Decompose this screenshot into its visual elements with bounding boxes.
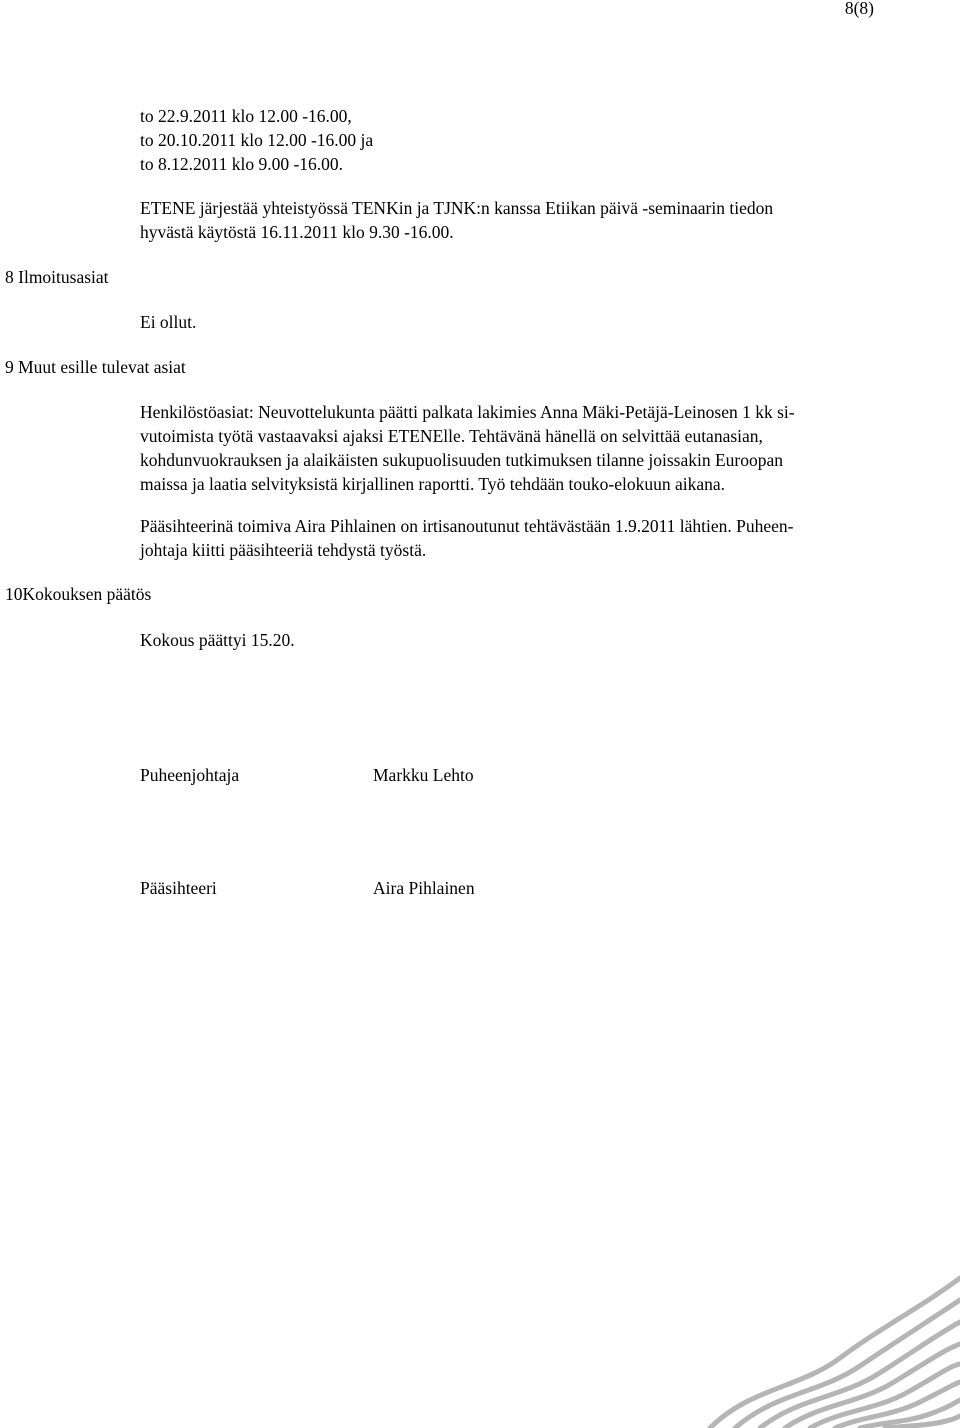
- paragraph-line: hyvästä käytöstä 16.11.2011 klo 9.30 -16.00.: [140, 222, 454, 242]
- paragraph-line: maissa ja laatia selvityksistä kirjallinen raportti. Työ tehdään touko-elokuun aikana.: [140, 474, 726, 494]
- section-8-text: Ei ollut.: [140, 312, 197, 332]
- personnel-paragraph: [140, 400, 940, 496]
- paragraph-line: johtaja kiitti pääsihteeriä tehdystä työstä.: [140, 540, 427, 560]
- section-8-heading: 8 Ilmoitusasiat: [5, 267, 109, 287]
- wave-stripes-logo-icon: [680, 1268, 960, 1428]
- paragraph-line: Henkilöstöasiat: Neuvottelukunta päätti palkata lakimies Anna Mäki-Petäjä-Leinosen 1 kk si-: [140, 402, 795, 422]
- date-line: to 8.12.2011 klo 9.00 -16.00.: [140, 154, 344, 174]
- paragraph-line: kohdunvuokrauksen ja alaikäisten sukupuolisuuden tutkimuksen tilanne joissakin Euroopan: [140, 450, 784, 470]
- secretary-paragraph: [140, 514, 940, 562]
- chair-title: Puheenjohtaja: [140, 765, 240, 785]
- page-number: 8(8): [844, 0, 874, 18]
- date-line: to 20.10.2011 klo 12.00 -16.00 ja: [140, 130, 374, 150]
- paragraph-line: Pääsihteerinä toimiva Aira Pihlainen on irtisanoutunut tehtävästään 1.9.2011 lähtien. Puheen-: [140, 516, 794, 536]
- section-10-text: Kokous päättyi 15.20.: [140, 630, 295, 650]
- secretary-title: Pääsihteeri: [140, 878, 217, 898]
- meeting-dates: [140, 104, 940, 176]
- date-line: to 22.9.2011 klo 12.00 -16.00,: [140, 106, 352, 126]
- secretary-name: Aira Pihlainen: [373, 878, 475, 898]
- paragraph-line: vutoimista työtä vastaavaksi ajaksi ETENElle. Tehtävänä hänellä on selvittää eutanasian,: [140, 426, 763, 446]
- section-9-heading: 9 Muut esille tulevat asiat: [5, 357, 186, 377]
- section-10-heading: 10Kokouksen päätös: [5, 584, 152, 604]
- chair-name: Markku Lehto: [373, 765, 474, 785]
- paragraph-line: ETENE järjestää yhteistyössä TENKin ja TJNK:n kanssa Etiikan päivä -seminaarin tiedon: [140, 198, 774, 218]
- etene-seminar-paragraph: [140, 196, 940, 244]
